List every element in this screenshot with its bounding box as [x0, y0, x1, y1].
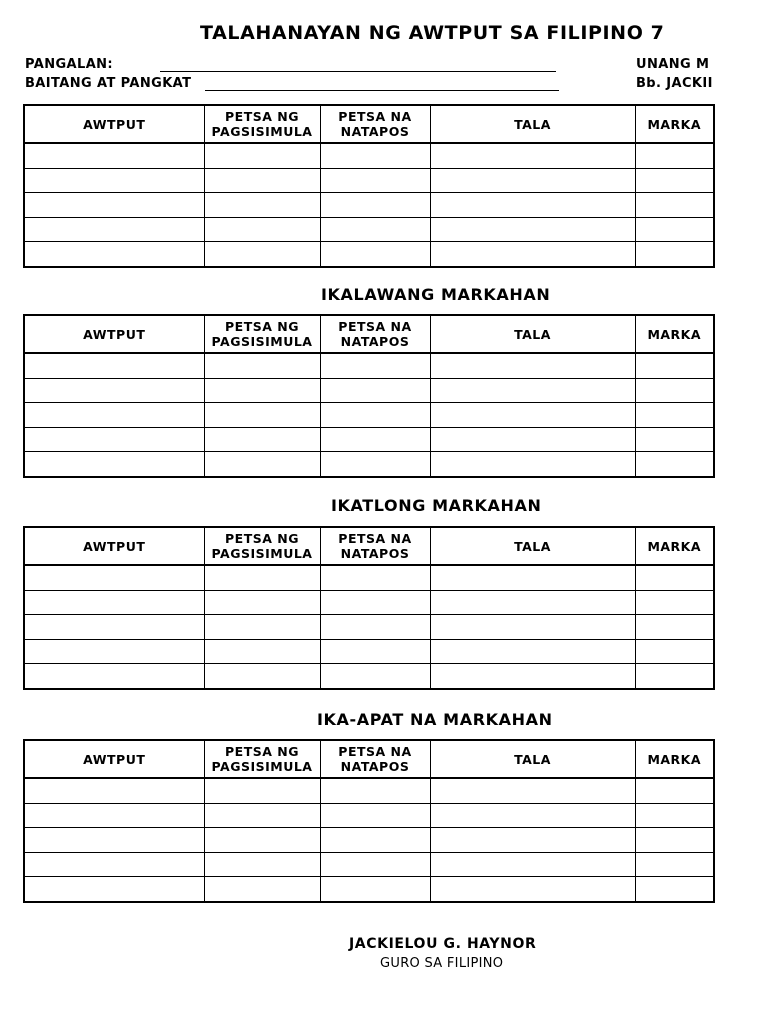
- notes-cell[interactable]: [430, 378, 635, 403]
- end-date-cell[interactable]: [320, 143, 430, 168]
- grade-cell[interactable]: [635, 877, 714, 902]
- header-end-date-text: PETSA NA: [338, 109, 412, 124]
- header-notes-text: TALA: [514, 116, 551, 132]
- notes-cell[interactable]: [430, 615, 635, 640]
- start-date-cell[interactable]: [204, 877, 320, 902]
- header-notes-text: TALA: [514, 538, 551, 554]
- output-cell[interactable]: [24, 565, 204, 590]
- start-date-cell[interactable]: [204, 242, 320, 267]
- grade-section-field-label: BAITANG AT PANGKAT: [25, 76, 192, 91]
- table-row: [24, 664, 714, 689]
- header-end-date: [320, 105, 430, 143]
- header-start-date: [204, 105, 320, 143]
- header-notes-text: TALA: [514, 326, 551, 342]
- header-notes-text: TALA: [514, 751, 551, 767]
- name-field-label: PANGALAN:: [25, 57, 114, 72]
- table-row: [24, 427, 714, 452]
- notes-cell[interactable]: [430, 778, 635, 803]
- start-date-cell[interactable]: [204, 852, 320, 877]
- section-heading-3: IKATLONG MARKAHAN: [331, 496, 542, 515]
- notes-cell[interactable]: [430, 565, 635, 590]
- table-header-row: [24, 105, 714, 143]
- header-grade: [635, 527, 714, 565]
- end-date-cell[interactable]: [320, 242, 430, 267]
- start-date-cell[interactable]: [204, 193, 320, 218]
- grade-cell[interactable]: [635, 378, 714, 403]
- start-date-cell[interactable]: [204, 803, 320, 828]
- notes-cell[interactable]: [430, 852, 635, 877]
- end-date-cell[interactable]: [320, 403, 430, 428]
- header-output: [24, 105, 204, 143]
- grade-cell[interactable]: [635, 565, 714, 590]
- table-header-row: [24, 315, 714, 353]
- output-cell[interactable]: [24, 242, 204, 267]
- header-start-date-text: PETSA NG: [225, 744, 299, 759]
- output-cell[interactable]: [24, 143, 204, 168]
- notes-cell[interactable]: [430, 590, 635, 615]
- start-date-cell[interactable]: [204, 143, 320, 168]
- end-date-cell[interactable]: [320, 378, 430, 403]
- header-grade-text: MARKA: [647, 326, 702, 342]
- document-title: TALAHANAYAN NG AWTPUT SA FILIPINO 7: [200, 22, 665, 44]
- table-row: [24, 803, 714, 828]
- output-cell[interactable]: [24, 452, 204, 477]
- header-output-text: AWTPUT: [83, 116, 146, 132]
- start-date-cell[interactable]: [204, 565, 320, 590]
- header-end-date: [320, 315, 430, 353]
- notes-cell[interactable]: [430, 353, 635, 378]
- header-output: [24, 740, 204, 778]
- start-date-cell[interactable]: [204, 615, 320, 640]
- notes-cell[interactable]: [430, 143, 635, 168]
- grade-section-field-line[interactable]: [205, 90, 559, 91]
- output-cell[interactable]: [24, 403, 204, 428]
- table-header-row: [24, 527, 714, 565]
- grade-cell[interactable]: [635, 639, 714, 664]
- output-cell[interactable]: [24, 852, 204, 877]
- grade-cell[interactable]: [635, 193, 714, 218]
- table-header-row: [24, 740, 714, 778]
- output-cell[interactable]: [24, 378, 204, 403]
- end-date-cell[interactable]: [320, 193, 430, 218]
- table-row: [24, 452, 714, 477]
- output-cell[interactable]: [24, 168, 204, 193]
- header-grade-text: MARKA: [647, 538, 702, 554]
- grade-cell[interactable]: [635, 168, 714, 193]
- quarter-label: UNANG M: [636, 57, 710, 72]
- start-date-cell[interactable]: [204, 403, 320, 428]
- notes-cell[interactable]: [430, 803, 635, 828]
- header-end-date: [320, 527, 430, 565]
- header-end-date-text: NATAPOS: [340, 759, 410, 774]
- header-grade: [635, 740, 714, 778]
- table-row: [24, 828, 714, 853]
- start-date-cell[interactable]: [204, 828, 320, 853]
- end-date-cell[interactable]: [320, 877, 430, 902]
- notes-cell[interactable]: [430, 877, 635, 902]
- output-cell[interactable]: [24, 828, 204, 853]
- start-date-cell[interactable]: [204, 664, 320, 689]
- notes-cell[interactable]: [430, 217, 635, 242]
- grade-cell[interactable]: [635, 452, 714, 477]
- start-date-cell[interactable]: [204, 778, 320, 803]
- output-cell[interactable]: [24, 590, 204, 615]
- notes-cell[interactable]: [430, 193, 635, 218]
- header-end-date-text: PETSA NA: [338, 531, 412, 546]
- header-notes: [430, 527, 635, 565]
- notes-cell[interactable]: [430, 664, 635, 689]
- grade-cell[interactable]: [635, 353, 714, 378]
- teacher-label: Bb. JACKII: [636, 76, 713, 91]
- notes-cell[interactable]: [430, 427, 635, 452]
- name-field-line[interactable]: [160, 71, 556, 72]
- output-cell[interactable]: [24, 217, 204, 242]
- table-row: [24, 877, 714, 902]
- output-table-4: [23, 739, 715, 903]
- table-row: [24, 403, 714, 428]
- table-row: [24, 217, 714, 242]
- header-start-date-text: PAGSISIMULA: [211, 124, 313, 139]
- header-start-date: [204, 740, 320, 778]
- header-output-text: AWTPUT: [83, 751, 146, 767]
- end-date-cell[interactable]: [320, 639, 430, 664]
- notes-cell[interactable]: [430, 828, 635, 853]
- start-date-cell[interactable]: [204, 353, 320, 378]
- header-start-date-text: PETSA NG: [225, 531, 299, 546]
- end-date-cell[interactable]: [320, 353, 430, 378]
- signature-role: GURO SA FILIPINO: [380, 956, 504, 971]
- grade-cell[interactable]: [635, 427, 714, 452]
- output-table-1: [23, 104, 715, 268]
- end-date-cell[interactable]: [320, 615, 430, 640]
- header-end-date-text: PETSA NA: [338, 744, 412, 759]
- start-date-cell[interactable]: [204, 452, 320, 477]
- end-date-cell[interactable]: [320, 565, 430, 590]
- table-row: [24, 378, 714, 403]
- end-date-cell[interactable]: [320, 828, 430, 853]
- header-output: [24, 527, 204, 565]
- table-row: [24, 168, 714, 193]
- output-cell[interactable]: [24, 664, 204, 689]
- header-start-date-text: PAGSISIMULA: [211, 759, 313, 774]
- table-row: [24, 778, 714, 803]
- output-cell[interactable]: [24, 639, 204, 664]
- section-heading-2: IKALAWANG MARKAHAN: [321, 285, 551, 304]
- table-row: [24, 639, 714, 664]
- grade-cell[interactable]: [635, 664, 714, 689]
- header-start-date-text: PETSA NG: [225, 109, 299, 124]
- header-output-text: AWTPUT: [83, 538, 146, 554]
- header-start-date-text: PETSA NG: [225, 319, 299, 334]
- table-row: [24, 193, 714, 218]
- header-output: [24, 315, 204, 353]
- section-heading-4: IKA-APAT NA MARKAHAN: [317, 710, 553, 729]
- output-cell[interactable]: [24, 615, 204, 640]
- header-start-date: [204, 315, 320, 353]
- output-table-2: [23, 314, 715, 478]
- header-end-date-text: NATAPOS: [340, 546, 410, 561]
- header-grade: [635, 315, 714, 353]
- output-cell[interactable]: [24, 877, 204, 902]
- header-output-text: AWTPUT: [83, 326, 146, 342]
- output-cell[interactable]: [24, 353, 204, 378]
- table-row: [24, 852, 714, 877]
- header-notes: [430, 105, 635, 143]
- output-cell[interactable]: [24, 193, 204, 218]
- table-row: [24, 242, 714, 267]
- grade-cell[interactable]: [635, 242, 714, 267]
- header-end-date-text: NATAPOS: [340, 124, 410, 139]
- end-date-cell[interactable]: [320, 168, 430, 193]
- header-start-date-text: PAGSISIMULA: [211, 546, 313, 561]
- header-grade: [635, 105, 714, 143]
- end-date-cell[interactable]: [320, 590, 430, 615]
- table-row: [24, 590, 714, 615]
- grade-cell[interactable]: [635, 590, 714, 615]
- header-grade-text: MARKA: [647, 116, 702, 132]
- header-start-date-text: PAGSISIMULA: [211, 334, 313, 349]
- grade-cell[interactable]: [635, 217, 714, 242]
- start-date-cell[interactable]: [204, 427, 320, 452]
- header-notes: [430, 740, 635, 778]
- output-cell[interactable]: [24, 778, 204, 803]
- end-date-cell[interactable]: [320, 803, 430, 828]
- header-grade-text: MARKA: [647, 751, 702, 767]
- output-table-3: [23, 526, 715, 690]
- notes-cell[interactable]: [430, 168, 635, 193]
- end-date-cell[interactable]: [320, 852, 430, 877]
- table-row: [24, 615, 714, 640]
- table-row: [24, 353, 714, 378]
- start-date-cell[interactable]: [204, 639, 320, 664]
- notes-cell[interactable]: [430, 403, 635, 428]
- header-end-date-text: NATAPOS: [340, 334, 410, 349]
- output-cell[interactable]: [24, 803, 204, 828]
- header-end-date: [320, 740, 430, 778]
- signature-name: JACKIELOU G. HAYNOR: [349, 936, 537, 952]
- start-date-cell[interactable]: [204, 217, 320, 242]
- end-date-cell[interactable]: [320, 427, 430, 452]
- end-date-cell[interactable]: [320, 217, 430, 242]
- grade-cell[interactable]: [635, 803, 714, 828]
- grade-cell[interactable]: [635, 403, 714, 428]
- end-date-cell[interactable]: [320, 664, 430, 689]
- grade-cell[interactable]: [635, 852, 714, 877]
- header-notes: [430, 315, 635, 353]
- end-date-cell[interactable]: [320, 778, 430, 803]
- end-date-cell[interactable]: [320, 452, 430, 477]
- notes-cell[interactable]: [430, 452, 635, 477]
- notes-cell[interactable]: [430, 639, 635, 664]
- start-date-cell[interactable]: [204, 590, 320, 615]
- start-date-cell[interactable]: [204, 378, 320, 403]
- header-end-date-text: PETSA NA: [338, 319, 412, 334]
- start-date-cell[interactable]: [204, 168, 320, 193]
- grade-cell[interactable]: [635, 615, 714, 640]
- header-start-date: [204, 527, 320, 565]
- table-row: [24, 143, 714, 168]
- grade-cell[interactable]: [635, 143, 714, 168]
- output-cell[interactable]: [24, 427, 204, 452]
- table-row: [24, 565, 714, 590]
- grade-cell[interactable]: [635, 828, 714, 853]
- notes-cell[interactable]: [430, 242, 635, 267]
- grade-cell[interactable]: [635, 778, 714, 803]
